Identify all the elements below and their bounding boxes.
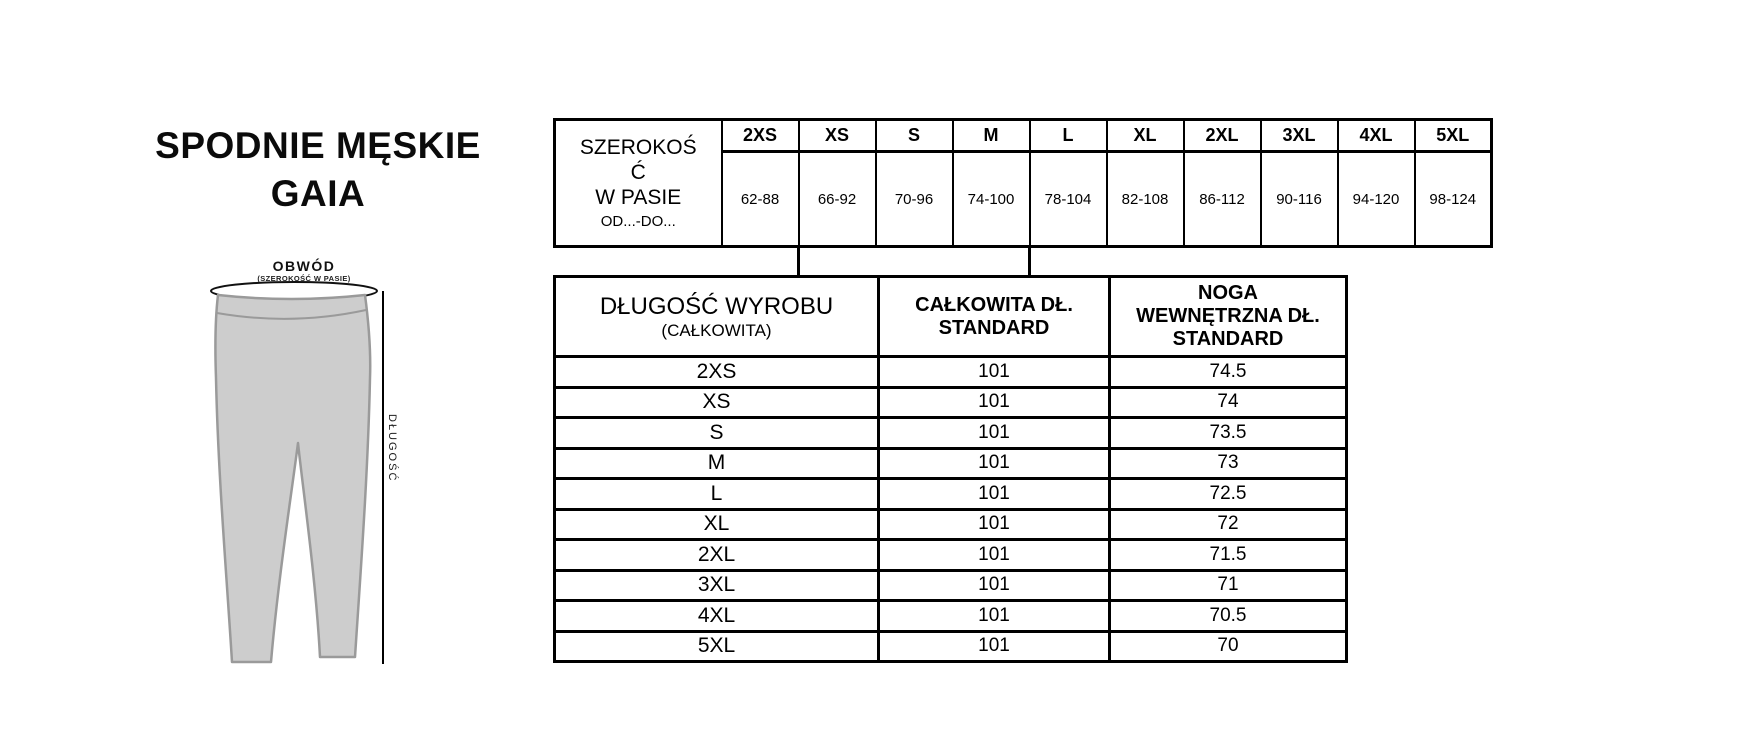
col2-header-line: CAŁKOWITA DŁ. — [915, 293, 1073, 316]
waist-range-2xl: 86-112 — [1184, 152, 1261, 247]
size-header-2xs: 2XS — [722, 120, 799, 152]
length-table-col3-header — [1110, 277, 1347, 357]
size-header-s: S — [876, 120, 953, 152]
row-size: XS — [555, 387, 879, 418]
waist-range-5xl: 98-124 — [1415, 152, 1492, 247]
size-header-xl: XL — [1107, 120, 1184, 152]
waist-range-s: 70-96 — [876, 152, 953, 247]
length-row-2xs — [555, 357, 1347, 388]
size-header-5xl: 5XL — [1415, 120, 1492, 152]
waist-range-xs: 66-92 — [799, 152, 876, 247]
row-inner: 73.5 — [1110, 418, 1347, 449]
row-size: 3XL — [555, 570, 879, 601]
row-inner: 71.5 — [1110, 540, 1347, 571]
waist-table-size-row — [555, 120, 1492, 152]
length-table-header-row — [555, 277, 1347, 357]
waist-size-table — [553, 118, 1493, 248]
size-header-xs: XS — [799, 120, 876, 152]
row-inner: 72.5 — [1110, 479, 1347, 510]
pants-shape — [215, 295, 370, 662]
row-inner: 72 — [1110, 509, 1347, 540]
row-inner: 71 — [1110, 570, 1347, 601]
row-inner: 74 — [1110, 387, 1347, 418]
length-row-m — [555, 448, 1347, 479]
col3-header-line: STANDARD — [1172, 328, 1284, 350]
row-total: 101 — [879, 479, 1110, 510]
waist-header-line: W PASIE — [595, 185, 682, 209]
waist-range-m: 74-100 — [953, 152, 1030, 247]
size-header-m: M — [953, 120, 1030, 152]
row-size: S — [555, 418, 879, 449]
waist-range-4xl: 94-120 — [1338, 152, 1415, 247]
table-connector-line — [797, 246, 800, 278]
length-row-s — [555, 418, 1347, 449]
length-row-xl — [555, 509, 1347, 540]
length-row-2xl — [555, 540, 1347, 571]
col3-header-line: NOGA — [1198, 282, 1258, 304]
waist-range-2xs: 62-88 — [722, 152, 799, 247]
row-total: 101 — [879, 387, 1110, 418]
col1-header-subline: (CAŁKOWITA) — [661, 320, 772, 340]
row-total: 101 — [879, 540, 1110, 571]
col3-header-line: WEWNĘTRZNA DŁ. — [1136, 305, 1320, 327]
page-title-line-2: GAIA — [270, 173, 366, 214]
size-header-4xl: 4XL — [1338, 120, 1415, 152]
row-total: 101 — [879, 570, 1110, 601]
length-table — [553, 275, 1348, 663]
length-table-col2-header — [879, 277, 1110, 357]
row-inner: 70.5 — [1110, 601, 1347, 632]
length-row-5xl — [555, 631, 1347, 662]
col1-header-line: DŁUGOŚĆ WYROBU — [599, 292, 834, 320]
size-header-l: L — [1030, 120, 1107, 152]
row-size: 5XL — [555, 631, 879, 662]
row-total: 101 — [879, 601, 1110, 632]
row-total: 101 — [879, 418, 1110, 449]
col2-header-line: STANDARD — [938, 316, 1050, 339]
waist-range-l: 78-104 — [1030, 152, 1107, 247]
row-total: 101 — [879, 631, 1110, 662]
size-header-3xl: 3XL — [1261, 120, 1338, 152]
table-connector-line — [1028, 246, 1031, 278]
row-size: 2XL — [555, 540, 879, 571]
waist-header-line: Ć — [630, 160, 646, 184]
row-inner: 74.5 — [1110, 357, 1347, 388]
length-row-3xl — [555, 570, 1347, 601]
waist-circumference-label: OBWÓD — [272, 258, 336, 274]
waist-range-xl: 82-108 — [1107, 152, 1184, 247]
length-row-xs — [555, 387, 1347, 418]
length-table-col1-header — [555, 277, 879, 357]
waist-circumference-sublabel: (SZEROKOŚĆ W PASIE) — [257, 274, 351, 283]
row-size: 2XS — [555, 357, 879, 388]
row-inner: 73 — [1110, 448, 1347, 479]
row-inner: 70 — [1110, 631, 1347, 662]
waist-header-line: SZEROKOŚ — [579, 135, 697, 159]
row-total: 101 — [879, 448, 1110, 479]
row-size: L — [555, 479, 879, 510]
page-title — [108, 122, 528, 218]
waist-table-header-cell — [555, 120, 722, 247]
row-size: M — [555, 448, 879, 479]
row-total: 101 — [879, 509, 1110, 540]
row-size: 4XL — [555, 601, 879, 632]
row-total: 101 — [879, 357, 1110, 388]
size-header-2xl: 2XL — [1184, 120, 1261, 152]
length-row-4xl — [555, 601, 1347, 632]
page-title-line-1: SPODNIE MĘSKIE — [155, 125, 481, 166]
row-size: XL — [555, 509, 879, 540]
pants-diagram — [170, 250, 410, 675]
length-label: DŁUGOŚĆ — [386, 414, 398, 483]
waist-range-3xl: 90-116 — [1261, 152, 1338, 247]
length-row-l — [555, 479, 1347, 510]
waist-header-note: OD...-DO... — [600, 212, 676, 230]
